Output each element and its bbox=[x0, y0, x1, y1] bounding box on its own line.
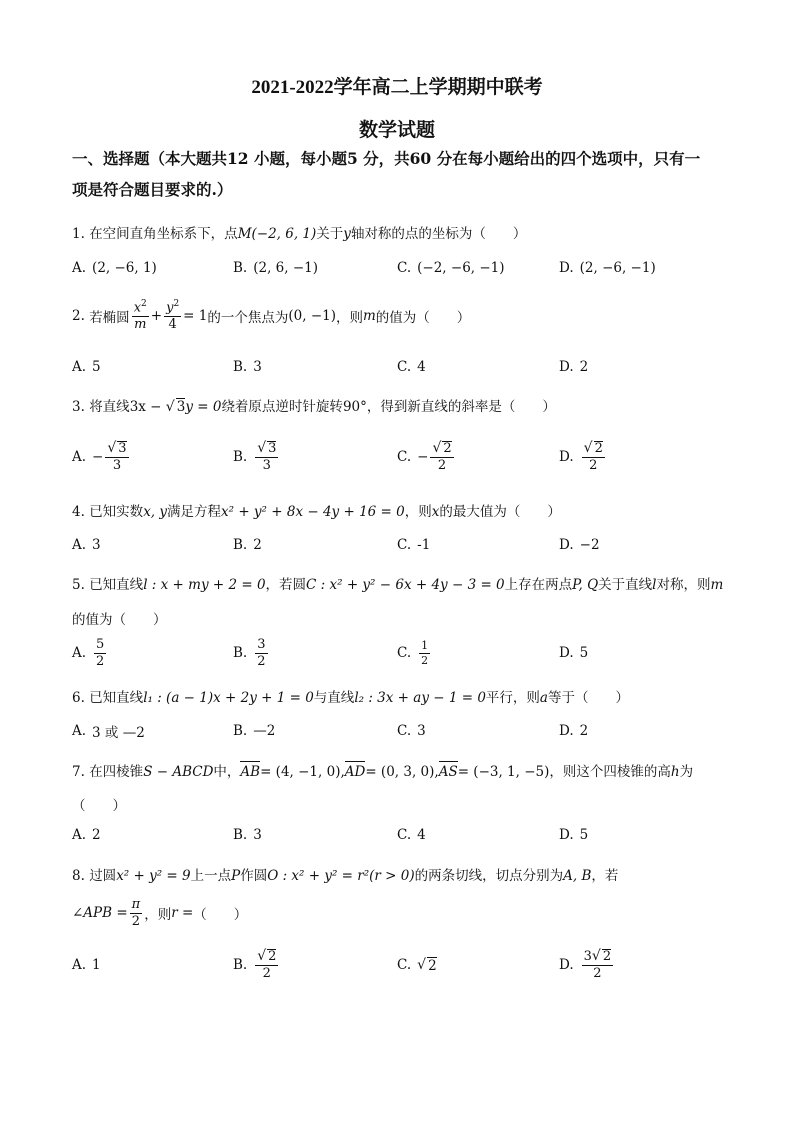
option-a[interactable]: A. 5 bbox=[72, 359, 101, 375]
option-c[interactable]: C. (−2, −6, −1) bbox=[397, 260, 505, 276]
option-c[interactable]: C. − $\frac{√ 2}{2}$ bbox=[397, 440, 452, 474]
vector-ab: AB bbox=[240, 764, 261, 780]
question-4-options bbox=[72, 530, 722, 560]
section-heading bbox=[72, 143, 722, 205]
option-c[interactable]: C. 4 bbox=[397, 359, 426, 375]
fraction: $\frac{5}{2}$ bbox=[96, 636, 105, 669]
option-c[interactable]: C. 4 bbox=[397, 827, 426, 843]
fraction: $\frac{y^2}{4}$ bbox=[166, 299, 180, 332]
option-d[interactable]: D. −2 bbox=[559, 537, 600, 553]
page-title: 2021-2022学年高二上学期期中联考 bbox=[251, 77, 543, 98]
vector-as: AS bbox=[438, 764, 458, 780]
question-7: 7. 在四棱锥S − ABCD中，AB= (4, −1, 0),AD= (0, 3, 0),AS= (−3, 1, −5)，则这个四棱锥的高h为 bbox=[72, 764, 694, 780]
option-b[interactable]: B. $\frac{√ 2}{2}$ bbox=[233, 948, 277, 982]
option-a[interactable]: A. 3 bbox=[72, 537, 101, 553]
fraction: $\frac{x^2}{m}$ bbox=[133, 299, 147, 332]
question-5-options bbox=[72, 638, 722, 668]
fraction: $\frac{√ 2}{2}$ bbox=[583, 440, 603, 474]
option-c[interactable]: C. √ 2 bbox=[397, 957, 437, 974]
question-1-options bbox=[72, 253, 722, 283]
option-d[interactable]: D. 2 bbox=[559, 359, 589, 375]
question-7-options bbox=[72, 820, 722, 850]
section-heading-line2: 项是符合题目要求的.） bbox=[72, 180, 233, 199]
option-b[interactable]: B. —2 bbox=[233, 723, 276, 739]
question-4: 4. 已知实数x, y满足方程x² + y² + 8x − 4y + 16 = 0，则x的最大值为（ ） bbox=[72, 504, 561, 520]
question-6-options bbox=[72, 716, 722, 746]
fraction: $\frac{√ 2}{2}$ bbox=[432, 440, 452, 474]
fraction: $\frac{√ 3}{3}$ bbox=[257, 440, 277, 474]
option-a[interactable]: A. 2 bbox=[72, 827, 101, 843]
option-d[interactable]: D. $\frac{3√ 2}{2}$ bbox=[559, 948, 612, 982]
question-8-options bbox=[72, 950, 722, 980]
option-c[interactable]: C. 3 bbox=[397, 723, 426, 739]
option-b[interactable]: B. $\frac{√ 3}{3}$ bbox=[233, 440, 277, 474]
option-b[interactable]: B. 2 bbox=[233, 537, 262, 553]
option-b[interactable]: B. (2, 6, −1) bbox=[233, 260, 318, 276]
question-3-options bbox=[72, 442, 722, 472]
question-1: 1. 在空间直角坐标系下，点M(−2, 6, 1)关于y轴对称的点的坐标为（ ） bbox=[72, 226, 527, 242]
option-d[interactable]: D. 5 bbox=[559, 827, 589, 843]
question-8: 8. 过圆x² + y² = 9上一点P作圆O : x² + y² = r²(r > 0)的两条切线，切点分别为A, B，若 bbox=[72, 868, 619, 884]
question-5: 5. 已知直线l : x + my + 2 = 0，若圆C : x² + y² − 6x + 4y − 3 = 0上存在两点P, Q关于直线l对称，则m bbox=[72, 577, 724, 593]
option-b[interactable]: B. $\frac{3}{2}$ bbox=[233, 636, 266, 669]
fraction: $\frac{3}{2}$ bbox=[257, 636, 266, 669]
fraction: $\frac{\pi}{2}$ bbox=[131, 897, 141, 929]
question-7-continued: （ ） bbox=[72, 798, 126, 814]
option-a[interactable]: A. − $\frac{√ 3}{3}$ bbox=[72, 440, 127, 474]
fraction: $\frac{√ 3}{3}$ bbox=[107, 440, 127, 474]
option-b[interactable]: B. 3 bbox=[233, 359, 262, 375]
question-8-continued: ∠APB = $\frac{\pi}{2}$ ，则 r = （ ） bbox=[72, 897, 248, 929]
question-3: 3. 将直线3x − √ 3y = 0绕着原点逆时针旋转90°，得到新直线的斜率是（ ） bbox=[72, 399, 556, 415]
fraction: $\frac{1}{2}$ bbox=[421, 638, 429, 667]
option-d[interactable]: D. 5 bbox=[559, 645, 589, 661]
option-a[interactable]: A. 3 或 —2 bbox=[72, 723, 145, 741]
option-c[interactable]: C. -1 bbox=[397, 537, 431, 553]
option-c[interactable]: C. $\frac{1}{2}$ bbox=[397, 638, 429, 667]
option-a[interactable]: A. $\frac{5}{2}$ bbox=[72, 636, 105, 669]
option-a[interactable]: A. 1 bbox=[72, 957, 101, 973]
fraction: $\frac{√ 2}{2}$ bbox=[257, 948, 277, 982]
option-d[interactable]: D. $\frac{√ 2}{2}$ bbox=[559, 440, 603, 474]
vector-ad: AD bbox=[344, 764, 366, 780]
question-6: 6. 已知直线l₁ : (a − 1)x + 2y + 1 = 0与直线l₂ : 3x + ay − 1 = 0平行，则a等于（ ） bbox=[72, 690, 629, 706]
question-number: 1. bbox=[72, 226, 85, 242]
section-heading-line1: 一、选择题（本大题共12 小题，每小题5 分，共60 分在每小题给出的四个选项中，只有一 bbox=[72, 149, 701, 168]
question-2: 2. 若椭圆 $\frac{x^2}{m}$ + $\frac{y^2}{4}$ = 1 的一个焦点为 (0, −1) ，则 m 的值为（ ） bbox=[72, 299, 471, 332]
option-d[interactable]: D. (2, −6, −1) bbox=[559, 260, 656, 276]
question-5-continued: 的值为（ ） bbox=[72, 612, 167, 628]
option-d[interactable]: D. 2 bbox=[559, 723, 589, 739]
page-subtitle: 数学试题 bbox=[358, 120, 435, 141]
option-b[interactable]: B. 3 bbox=[233, 827, 262, 843]
fraction: $\frac{3√ 2}{2}$ bbox=[583, 948, 612, 982]
question-2-options bbox=[72, 352, 722, 382]
option-a[interactable]: A. (2, −6, 1) bbox=[72, 260, 157, 276]
